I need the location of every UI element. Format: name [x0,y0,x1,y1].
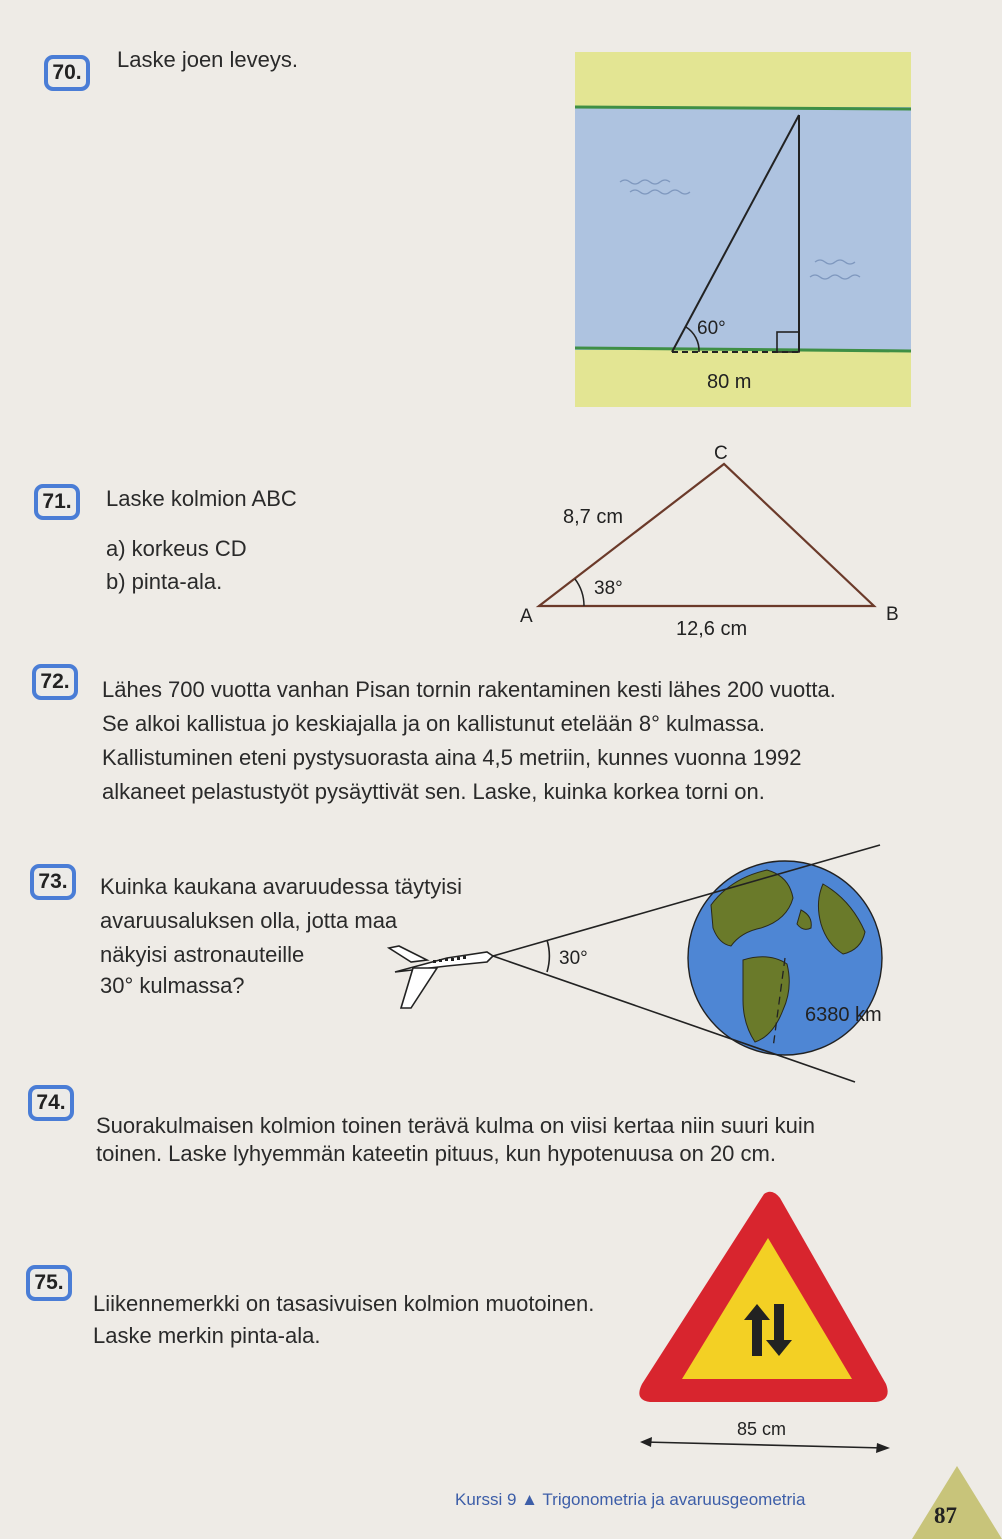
arrow-right-icon [876,1443,890,1453]
problem-73-line-4: 30° kulmassa? [100,973,245,998]
triangle-abc [539,464,874,606]
problem-75-line-1: Liikennemerkki on tasasivuisen kolmion muotoinen. [93,1291,595,1316]
problem-number-72: 72. [32,664,78,700]
page-number: 87 [934,1503,957,1528]
problem-number-71: 71. [34,484,80,520]
problem-74-line-1: Suorakulmaisen kolmion toinen terävä kulma on viisi kertaa niin suuri kuin [96,1113,816,1138]
problem-number-70: 70. [44,55,90,91]
vertex-a-label: A [520,606,533,627]
base-label-80m: 80 m [707,371,752,393]
problem-72-line-4: alkaneet pelastustyöt pysäyttivät sen. Laske, kuinka korkea torni on. [102,779,765,804]
footer-title: Trigonometria ja avaruusgeometria [542,1490,806,1509]
space-shuttle-icon [389,946,493,1008]
footer-triangle-icon: ▲ [521,1490,538,1509]
arrow-left-icon [640,1437,652,1447]
problem-71-item-a: a) korkeus CD [106,536,247,561]
angle-label-30: 30° [559,948,588,969]
width-dimension-line [644,1442,884,1448]
side-ab-label: 12,6 cm [676,618,748,640]
river-water [575,107,911,350]
problem-73-line-3: näkyisi astronauteille [100,942,305,967]
traffic-sign-figure [630,1180,900,1460]
problem-number-75: 75. [26,1265,72,1301]
sign-width-label: 85 cm [737,1419,787,1439]
river-far-shore [575,107,911,109]
problem-73-line-2: avaruusaluksen olla, jotta maa [100,908,398,933]
vertex-c-label: C [714,443,728,464]
angle-arc-30 [547,940,549,972]
problem-74-line-2: toinen. Laske lyhyemmän kateetin pituus, kun hypotenuusa on 20 cm. [96,1141,776,1166]
problem-71-text: Laske kolmion ABC [106,486,297,511]
problem-number-73: 73. [30,864,76,900]
triangle-abc-figure [510,436,910,646]
problem-73-line-1: Kuinka kaukana avaruudessa täytyisi [100,874,462,899]
vertex-b-label: B [886,604,899,625]
river-figure [575,52,911,407]
problem-72-line-1: Lähes 700 vuotta vanhan Pisan tornin rakentaminen kesti lähes 200 vuotta. [102,677,836,702]
problem-72-line-3: Kallistuminen eteni pystysuorasta aina 4,5 metriin, kunnes vuonna 1992 [102,745,802,770]
angle-label-60: 60° [697,318,726,339]
footer-course: Kurssi 9 [455,1490,517,1509]
problem-70-text: Laske joen leveys. [117,47,298,72]
earth-figure [375,840,905,1090]
side-ac-label: 8,7 cm [563,506,624,528]
angle-a-arc [575,579,584,606]
problem-71-item-b: b) pinta-ala. [106,569,223,594]
page-footer [455,1490,805,1510]
angle-a-label: 38° [594,578,623,599]
problem-72-line-2: Se alkoi kallistua jo keskiajalla ja on kallistunut etelään 8° kulmassa. [102,711,766,736]
problem-number-74: 74. [28,1085,74,1121]
page-number-tab [912,1466,1002,1539]
problem-75-line-2: Laske merkin pinta-ala. [93,1323,321,1348]
radius-label: 6380 km [805,1004,882,1026]
